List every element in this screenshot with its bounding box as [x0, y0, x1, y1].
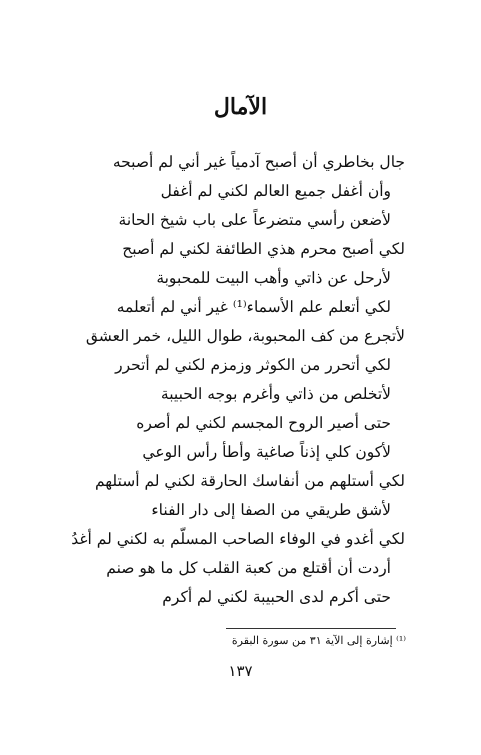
verse-line: لكي أتعلم علم الأسماء⁽¹⁾ غير أني لم أتعلمه: [116, 298, 391, 316]
page-number: ١٣٧: [228, 662, 253, 680]
verse-line: لأشق طريقي من الصفا إلى دار الفناء: [151, 501, 391, 519]
verse-line: لأرحل عن ذاتي وأهب البيت للمحبوبة: [156, 269, 391, 287]
verse-line: حتى أصير الروح المجسم لكني لم أصره: [136, 414, 391, 432]
verse-line: لأتخلص من ذاتي وأغرم بوجه الحبيبة: [160, 385, 391, 403]
verse-line: جال بخاطري أن أصبح آدمياً غير أني لم أصبحه: [112, 153, 405, 171]
verse-line: لأكون كلي إذناً صاغية وأطأ رأس الوعي: [142, 443, 391, 461]
verse-line: لكي أستلهم من أنفاسك الحارقة لكني لم أستلهم: [94, 472, 405, 490]
poem-verses: [71, 148, 405, 612]
verse-line: أردت أن أقتلع من كعبة القلب كل ما هو صنم: [106, 559, 391, 577]
verse-line: لكي أصبح محرم هذي الطائفة لكني لم أصبح: [122, 240, 405, 258]
verse-line: حتى أكرم لدى الحبيبة لكني لم أكرم: [162, 588, 391, 606]
verse-line: لكي أتحرر من الكوثر وزمزم لكني لم أتحرر: [115, 356, 391, 374]
footnote-divider: [226, 628, 396, 629]
verse-line: وأن أغفل جميع العالم لكني لم أغفل: [160, 182, 391, 200]
verse-line: لكي أغدو في الوفاء الصاحب المسلّم به لكني لم أغدُ: [71, 530, 405, 548]
verse-line: لأتجرع من كف المحبوبة، طوال الليل، خمر العشق: [85, 327, 405, 345]
footnote: ⁽¹⁾ إشارة إلى الآية ٣١ من سورة البقرة: [231, 634, 406, 647]
poem-title: الآمال: [213, 94, 268, 120]
verse-line: لأضعن رأسي متضرعاً على باب شيخ الحانة: [118, 211, 391, 229]
